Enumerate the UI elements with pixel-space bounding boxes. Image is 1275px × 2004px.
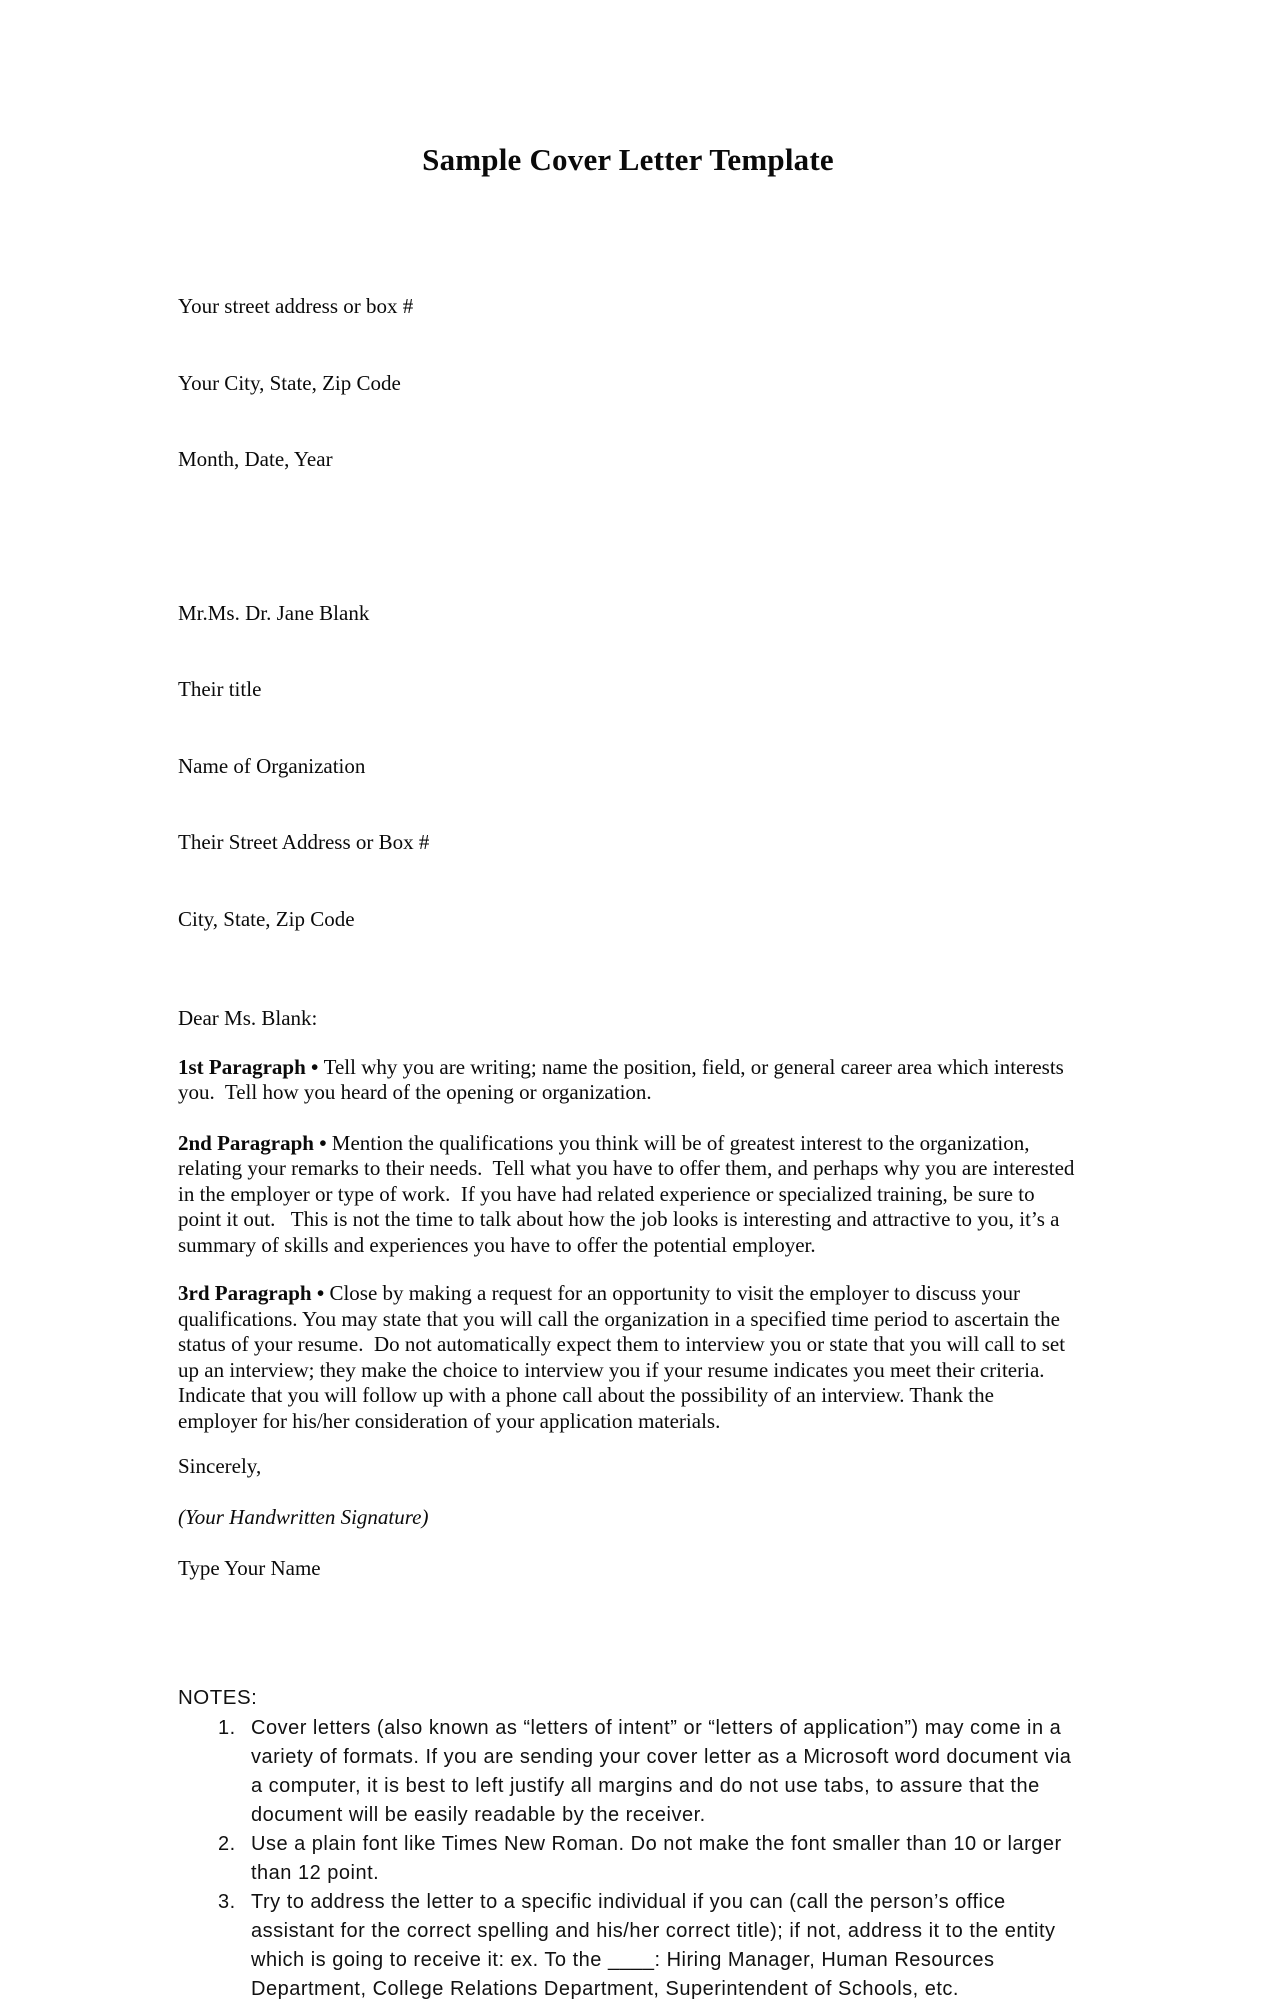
note-1-number: 1.	[218, 1716, 236, 1739]
bullet-icon: •	[311, 1281, 330, 1305]
note-3-number: 3.	[218, 1890, 236, 1913]
notes-section	[178, 1685, 1078, 2004]
notes-list	[178, 1714, 1078, 2004]
sender-city-line: Your City, State, Zip Code	[178, 370, 401, 395]
sender-street-line: Your street address or box #	[178, 294, 414, 318]
note-1-text: Cover letters (also known as “letters of intent” or “letters of application”) may come in a variety of formats. If you are sending your cover letter as a Microsoft word document via a computer, it is best to left justify all margins and do not use tabs, to assure that the document will be easily readable by the receiver.	[251, 1716, 1072, 1826]
paragraph-3	[178, 1281, 1078, 1434]
salutation: Dear Ms. Blank:	[178, 1006, 318, 1030]
note-item-3	[218, 1888, 1078, 2004]
bullet-icon: •	[313, 1130, 332, 1155]
recipient-organization-line: Name of Organization	[178, 753, 366, 778]
document-title: Sample Cover Letter Template	[422, 142, 834, 177]
recipient-address-block	[178, 550, 1078, 984]
recipient-street-line: Their Street Address or Box #	[178, 830, 430, 854]
paragraph-2	[178, 1131, 1078, 1259]
paragraph-1-text: Tell why you are writing; name the position, field, or general career area which interests you. Tell how you heard of the opening or organization.	[178, 1054, 1070, 1104]
paragraph-2-text: Mention the qualifications you think will be of greatest interest to the organization, relating your remarks to their needs. Tell what you have to offer them, and perhaps why you are interested in the employer or type of work. If you have had related experience or specialized training, be sure to point it out. This is not the time to talk about how the job looks is interesting and attractive to you, it’s a summary of skills and experiences you have to offer the potential employer.	[178, 1130, 1080, 1257]
note-2-number: 2.	[218, 1832, 236, 1855]
recipient-name-line: Mr.Ms. Dr. Jane Blank	[178, 600, 370, 625]
paragraph-3-lead: 3rd Paragraph	[178, 1281, 312, 1305]
paragraph-1	[178, 1055, 1078, 1106]
signature-placeholder: (Your Handwritten Signature)	[178, 1504, 429, 1529]
paragraph-1-lead: 1st Paragraph	[178, 1054, 306, 1079]
bullet-icon: •	[305, 1054, 324, 1079]
recipient-title-line: Their title	[178, 677, 262, 701]
paragraph-3-text: Close by making a request for an opportunity to visit the employer to discuss your qualifications. You may state that you will call the organization in a specified time period to ascertain the status of your resume. Do not automatically expect them to interview you or state that you will call to set up an interview; they make the choice to interview you if your resume indicates you meet their criteria. Indicate that you will follow up with a phone call about the possibility of an interview. Thank the employer for his/her consideration of your application materials.	[178, 1281, 1071, 1433]
note-item-2	[218, 1830, 1078, 1888]
closing-sincerely: Sincerely,	[178, 1454, 262, 1478]
sender-address-block	[178, 243, 1078, 524]
sender-date-line: Month, Date, Year	[178, 447, 333, 471]
recipient-city-line: City, State, Zip Code	[178, 906, 355, 931]
note-3-text: Try to address the letter to a specific individual if you can (call the person’s office assistant for the correct spelling and his/her correct title); if not, address it to the entity which is going to receive it: ex. To the ____: Hiring Manager, Human Resources Department, College Relations Department, Superintendent of Schools, etc.	[251, 1890, 1056, 2000]
paragraph-2-lead: 2nd Paragraph	[178, 1130, 314, 1155]
note-2-text: Use a plain font like Times New Roman. Do not make the font smaller than 10 or larger than 12 point.	[251, 1832, 1062, 1884]
note-item-1	[218, 1714, 1078, 1830]
notes-heading: NOTES:	[178, 1685, 258, 1709]
typed-name: Type Your Name	[178, 1556, 321, 1580]
